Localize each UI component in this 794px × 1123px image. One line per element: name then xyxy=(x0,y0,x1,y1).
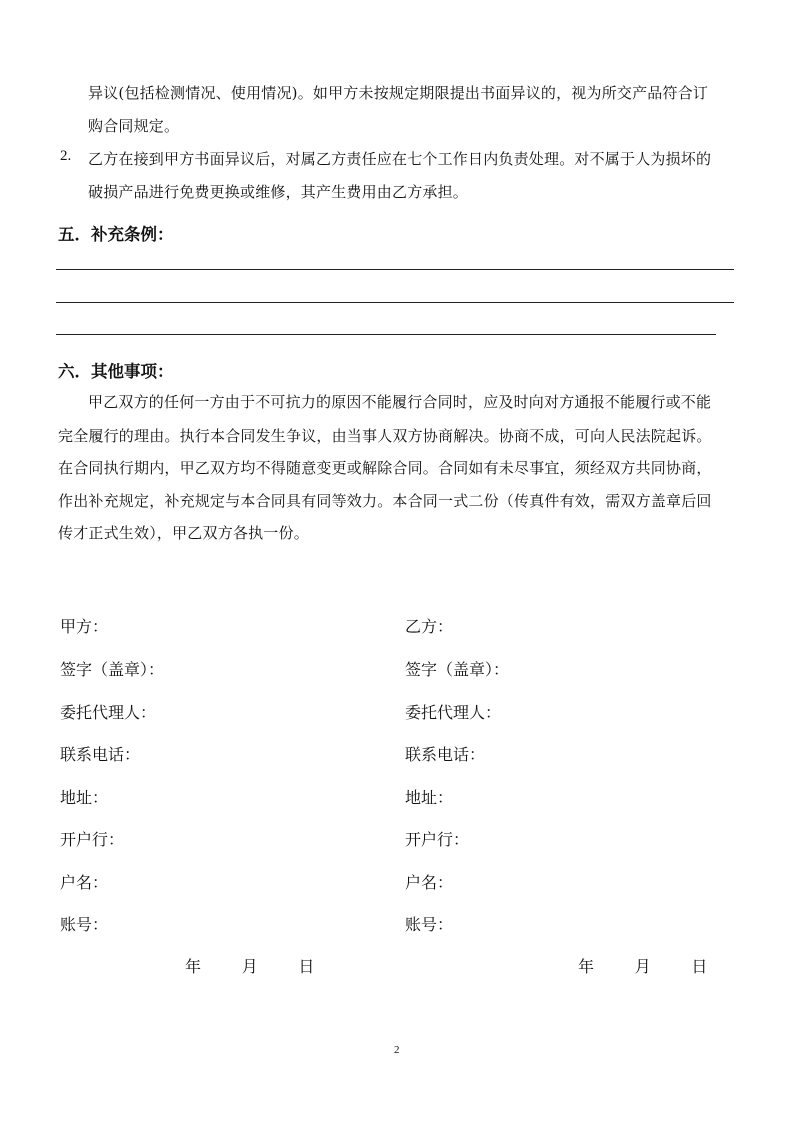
party-b-bank-label: 开户行： xyxy=(405,830,470,849)
party-a-label: 甲方： xyxy=(60,617,109,636)
party-b-label: 乙方： xyxy=(405,617,454,636)
blank-fill-line[interactable] xyxy=(56,334,716,335)
paragraph-line: 购合同规定。 xyxy=(88,117,180,135)
paragraph-line: 甲乙双方的任何一方由于不可抗力的原因不能履行合同时，应及时向对方通报不能履行或不能 xyxy=(88,393,712,411)
list-item-number: 2. xyxy=(60,148,72,164)
paragraph-line: 乙方在接到甲方书面异议后，对属乙方责任应在七个工作日内负责处理。对不属于人为损坏的 xyxy=(88,150,712,168)
party-a-account-number-label: 账号： xyxy=(60,915,109,934)
party-a-agent-label: 委托代理人： xyxy=(60,703,157,722)
party-b-account-number-label: 账号： xyxy=(405,915,454,934)
page-number: 2 xyxy=(394,1044,400,1056)
paragraph-line: 作出补充规定，补充规定与本合同具有同等效力。本合同一式二份（传真件有效，需双方盖章后回 xyxy=(58,492,712,510)
blank-fill-line[interactable] xyxy=(56,269,734,270)
section-heading: 五．补充条例： xyxy=(58,225,174,244)
party-a-account-name-label: 户名： xyxy=(60,873,109,892)
party-b-signature-label: 签字（盖章）： xyxy=(405,660,510,679)
party-b-phone-label: 联系电话： xyxy=(405,745,486,764)
party-b-account-name-label: 户名： xyxy=(405,873,454,892)
party-a-address-label: 地址： xyxy=(60,788,109,807)
party-a-signature-label: 签字（盖章）： xyxy=(60,660,165,679)
party-b-address-label: 地址： xyxy=(405,788,454,807)
party-a-bank-label: 开户行： xyxy=(60,830,125,849)
paragraph-line: 在合同执行期内，甲乙双方均不得随意变更或解除合同。合同如有未尽事宜，须经双方共同协商， xyxy=(58,459,712,477)
section-heading: 六．其他事项： xyxy=(58,362,174,381)
paragraph-line: 完全履行的理由。执行本合同发生争议，由当事人双方协商解决。协商不成，可向人民法院起诉。 xyxy=(58,427,712,445)
party-b-agent-label: 委托代理人： xyxy=(405,703,502,722)
blank-fill-line[interactable] xyxy=(56,302,734,303)
paragraph-line: 传才正式生效），甲乙双方各执一份。 xyxy=(58,524,309,542)
party-a-phone-label: 联系电话： xyxy=(60,745,141,764)
paragraph-line: 异议(包括检测情况、使用情况)。如甲方未按规定期限提出书面异议的，视为所交产品符合订 xyxy=(88,84,709,102)
party-a-date: 年 月 日 xyxy=(185,957,315,976)
party-b-date: 年 月 日 xyxy=(578,957,708,976)
paragraph-line: 破损产品进行免费更换或维修，其产生费用由乙方承担。 xyxy=(88,183,469,201)
